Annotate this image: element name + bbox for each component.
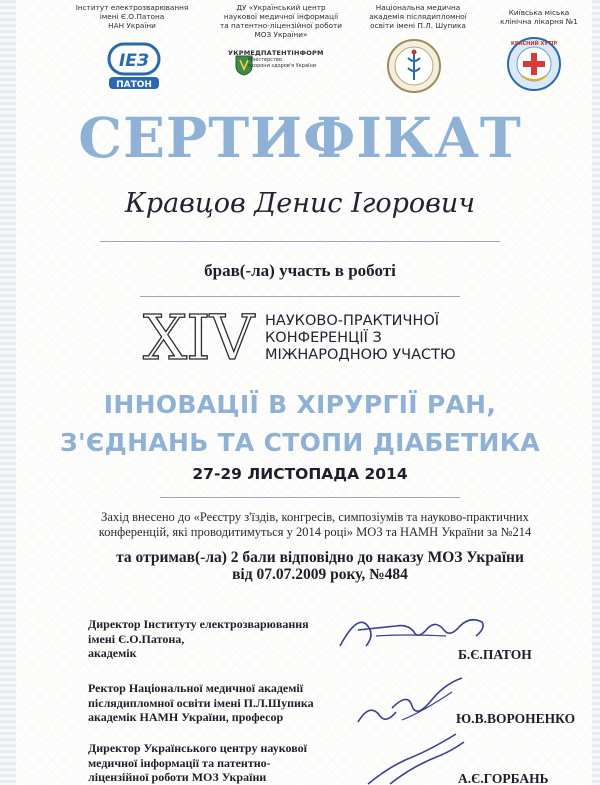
signatory-name-gorban: А.Є.ГОРБАНЬ: [458, 771, 549, 785]
paton-institute-logo: [106, 40, 162, 92]
conference-dates: 27-29 ЛИСТОПАДА 2014: [192, 465, 408, 483]
org-kyiv-hospital: Київська міська клінічна лікарня №1: [500, 8, 578, 26]
certificate-title: СЕРТИФІКАТ: [78, 105, 522, 170]
conference-topic-line-1: ІННОВАЦІЇ В ХІРУРГІЇ РАН,: [103, 390, 497, 419]
ukrmedpatent-label: УКРМЕДПАТЕНТІНФОРМ Міністерство охорони здоров'я України: [228, 49, 324, 69]
conference-number: XIV: [143, 301, 254, 374]
signatory-position-paton: Директор Інституту електрозварювання імені Є.О.Патона, академік: [88, 617, 309, 660]
divider-line: [140, 296, 460, 297]
red-khutir-hospital-logo: [506, 36, 562, 92]
points-note: та отримав(-ла) 2 бали відповідно до наказу МОЗ України від 07.07.2009 року, №484: [116, 549, 524, 583]
signature-gorban: [360, 728, 470, 785]
org-shupyk-academy: Національна медична академія післядипломної освіти імені П.Л. Шупика: [369, 3, 467, 30]
svg-text:ПАТОН: ПАТОН: [116, 80, 152, 90]
shupyk-academy-seal-logo: [386, 38, 442, 94]
signatory-position-gorban: Директор Українського центру наукової медичної інформації та патентно- ліцензійної роботи МОЗ України: [88, 741, 307, 784]
register-note: Захід внесено до «Реєстру з'їздів, конгресів, симпозіумів та науково-практичних конференцій, які проводитимуться у 2014 році» МОЗ та НАМН України за №214: [98, 510, 532, 539]
svg-text:ІЕЗ: ІЕЗ: [118, 51, 150, 71]
divider-line: [160, 497, 460, 498]
recipient-name: Кравцов Денис Ігорович: [124, 188, 476, 219]
conference-topic-line-2: З'ЄДНАНЬ ТА СТОПИ ДІАБЕТИКА: [59, 428, 541, 457]
conference-description: НАУКОВО-ПРАКТИЧНОЇ КОНФЕРЕНЦІЇ З МІЖНАРОДНОЮ УЧАСТЮ: [265, 313, 456, 363]
org-paton-institute: Інститут електрозварювання імені Є.О.Патона НАН України: [75, 3, 189, 30]
divider-line: [100, 241, 500, 242]
signatory-position-voronenko: Ректор Національної медичної академії післядипломної освіти імені П.Л.Шупика академік НАМН України, професор: [88, 681, 314, 724]
svg-text:КРАСНИЙ ХУТІР: КРАСНИЙ ХУТІР: [510, 41, 558, 47]
signatory-name-voronenko: Ю.В.ВОРОНЕНКО: [456, 711, 576, 726]
org-ukrmedpatent-center: ДУ «Український центр наукової медичної інформації та патентно-ліцензійної роботи МОЗ України»: [219, 3, 343, 39]
signatory-name-paton: Б.Є.ПАТОН: [458, 647, 532, 662]
participation-text: брав(-ла) участь в роботі: [204, 261, 396, 280]
